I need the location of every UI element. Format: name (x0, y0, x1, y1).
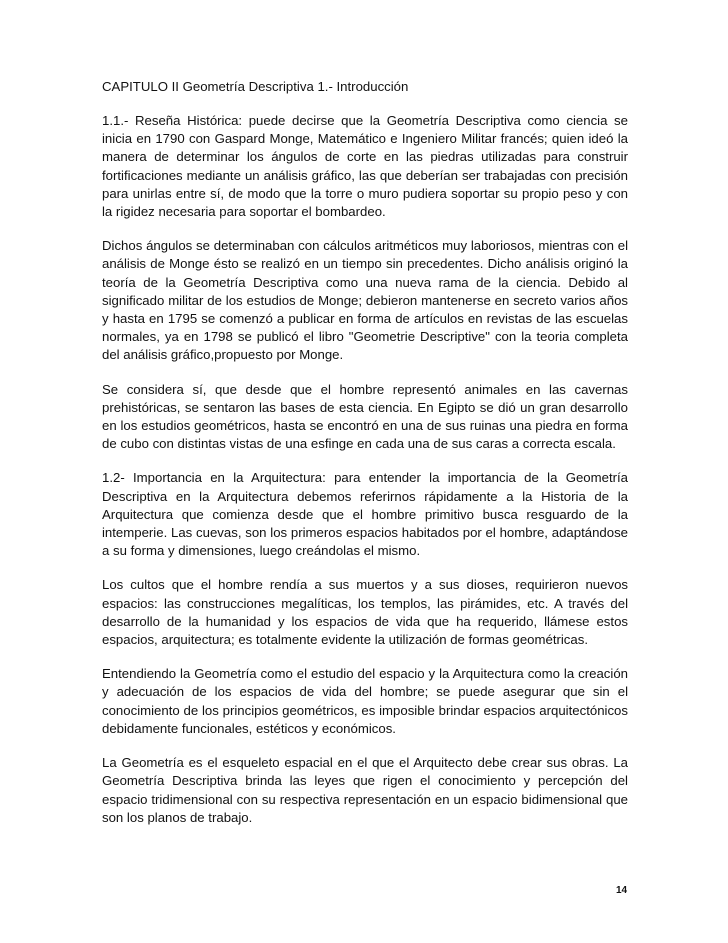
paragraph-esqueleto-espacial: La Geometría es el esqueleto espacial en el que el Arquitecto debe crear sus obras. La Geometría Descriptiva brinda las leyes que rigen el conocimiento y percepción del espacio tridimensional con su respectiva representación en un espacio bidimensional que son los planos de trabajo. (102, 755, 628, 825)
document-page (102, 78, 628, 843)
paragraph-resena-historica: 1.1.- Reseña Histórica: puede decirse que la Geometría Descriptiva como ciencia se inicia en 1790 con Gaspard Monge, Matemático e Ingeniero Militar francés; quien ideó la manera de determinar los ángulos de corte en las piedras utilizadas para construir fortificaciones mediante un análisis gráfico, las que deberían ser trabajadas con precisión para unirlas entre sí, de modo que la torre o muro pudiera soportar su propio peso y con la rigidez necesaria para soportar el bombardeo. (102, 113, 628, 220)
paragraph-geometria-arquitectura: Entendiendo la Geometría como el estudio del espacio y la Arquitectura como la creación y adecuación de los espacios de vida del hombre; se puede asegurar que sin el conocimiento de los principios geométricos, es imposible brindar espacios arquitectónicos debidamente funcionales, estéticos y económicos. (102, 666, 628, 736)
paragraph-angulos-monge: Dichos ángulos se determinaban con cálculos aritméticos muy laboriosos, mientras con el análisis de Monge ésto se realizó en un tiempo sin precedentes. Dicho análisis originó la teoría de la Geometría Descriptiva como una nueva rama de la ciencia. Debido al significado militar de los estudios de Monge; debieron mantenerse en secreto varios años y hasta en 1795 se comenzó a publicar en forma de artículos en revistas de las escuelas normales, ya en 1798 se publicó el libro "Geometrie Descriptive" con la teoria completa del análisis gráfico,propuesto por Monge. (102, 238, 628, 363)
paragraph-cultos-espacios: Los cultos que el hombre rendía a sus muertos y a sus dioses, requirieron nuevos espacios: las construcciones megalíticas, los templos, las pirámides, etc. A través del desarrollo de la humanidad y los espacios de vida que ha requerido, llámese estos espacios, arquitectura; es totalmente evidente la utilización de formas geométricas. (102, 577, 628, 648)
chapter-heading: CAPITULO II Geometría Descriptiva 1.- Introducción (102, 79, 409, 94)
page-number: 14 (616, 885, 628, 896)
paragraph-importancia-arquitectura: 1.2- Importancia en la Arquitectura: para entender la importancia de la Geometría Descriptiva en la Arquitectura debemos referirnos rápidamente a la Historia de la Arquitectura que comienza desde que el hombre primitivo busca resguardo de la intemperie. Las cuevas, son los primeros espacios habitados por el hombre, adaptándose a su forma y dimensiones, luego creándolas el mismo. (102, 470, 628, 559)
paragraph-prehistoria-egipto: Se considera sí, que desde que el hombre representó animales en las cavernas prehistóricas, se sentaron las bases de esta ciencia. En Egipto se dió un gran desarrollo en los estudios geométricos, hasta se encontró en una de sus ruinas una piedra en forma de cubo con distintas vistas de una esfinge en cada una de sus caras a correcta escala. (102, 381, 628, 452)
